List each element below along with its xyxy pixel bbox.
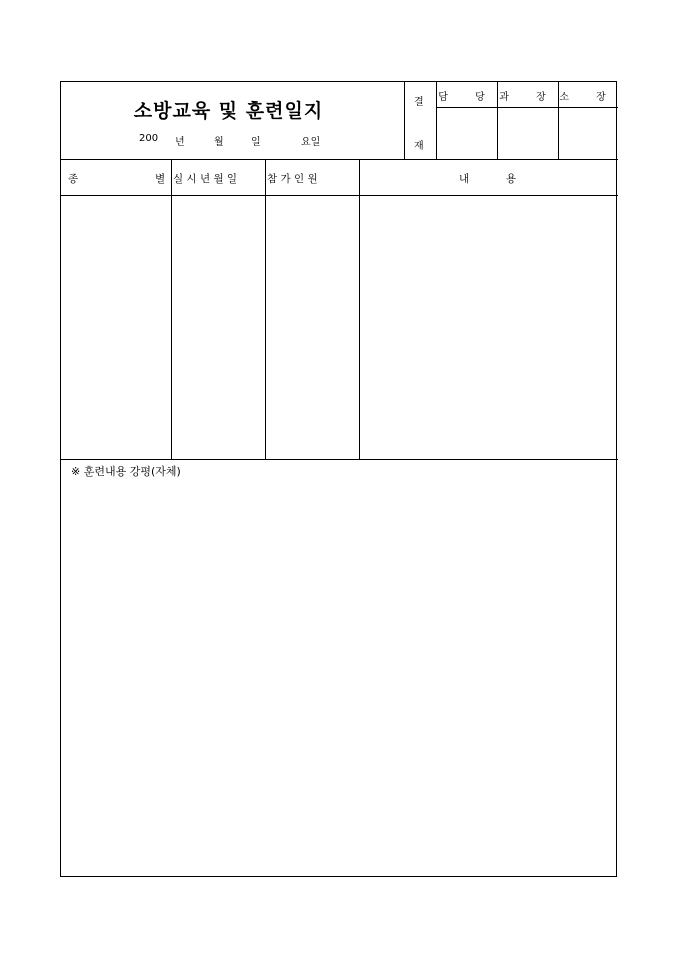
header-top-line <box>61 159 618 160</box>
header-content-right: 용 <box>506 173 517 185</box>
column-divider-1 <box>171 159 172 459</box>
review-section-line <box>61 459 618 460</box>
approval-col-section-chief: 과 장 <box>499 92 558 103</box>
weekday-label: 요일 <box>301 137 321 148</box>
approval-header-line <box>436 107 618 108</box>
approval-label-bottom: 재 <box>414 141 424 152</box>
header-date: 실 시 년 월 일 <box>173 173 238 185</box>
review-label: ※ 훈련내용 강평(자체) <box>71 465 181 478</box>
header-type-start: 종 <box>68 173 79 185</box>
day-label: 일 <box>251 137 261 148</box>
year-label: 년 <box>175 137 185 148</box>
approval-col-manager: 담 당 <box>438 92 497 103</box>
header-type-end: 별 <box>155 173 166 185</box>
document-title: 소방교육 및 훈련일지 <box>133 100 324 122</box>
approval-label-top: 결 <box>414 97 424 108</box>
header-bottom-line <box>61 195 618 196</box>
column-divider-2 <box>265 159 266 459</box>
header-participants: 참 가 인 원 <box>267 173 318 185</box>
approval-col-director: 소 장 <box>559 92 618 103</box>
training-log-form <box>60 81 617 877</box>
year-value: 200 <box>139 133 159 144</box>
header-content-left: 내 <box>459 173 470 185</box>
month-label: 월 <box>214 137 224 148</box>
approval-block-border <box>404 82 405 159</box>
column-divider-3 <box>359 159 360 459</box>
